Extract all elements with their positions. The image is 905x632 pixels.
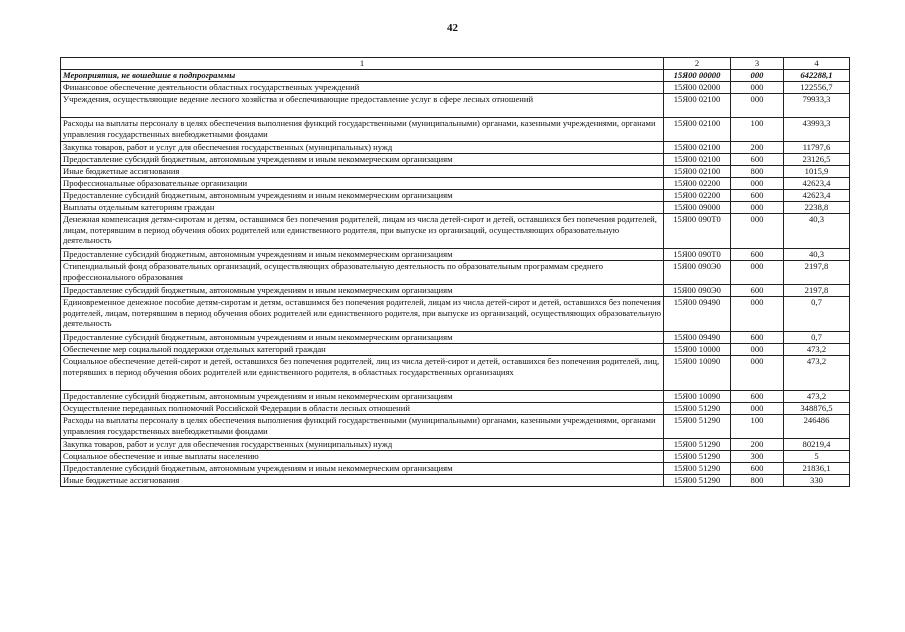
row-type-cell: 600 — [731, 332, 784, 344]
row-code-cell: 15Я00 10000 — [664, 344, 731, 356]
row-type-cell: 100 — [731, 415, 784, 439]
row-sum-cell: 40,3 — [784, 249, 850, 261]
table-row — [61, 356, 850, 391]
row-type-cell: 000 — [731, 344, 784, 356]
row-code-cell: 15Я00 51290 — [664, 415, 731, 439]
row-name-cell: Социальное обеспечение детей-сирот и детей, оставшихся без попечения родителей, лиц из числа детей-сирот и детей, оставшихся без попечения родителей, лиц, потерявших в период обучения обоих родителей или единственного родителя, в областных государственных организациях — [61, 356, 664, 391]
row-sum-cell: 348876,5 — [784, 403, 850, 415]
row-type-cell: 000 — [731, 403, 784, 415]
row-code-cell: 15Я00 10090 — [664, 356, 731, 391]
row-sum-cell: 642288,1 — [784, 70, 850, 82]
row-name-cell: Денежная компенсация детям-сиротам и детям, оставшимся без попечения родителей, лицам из числа детей-сирот и детей, оставшихся без попечения родителей, лицам, потерявшим в период обучения обоих родителей или единственного родителя, при выпуске из организаций, осуществляющих образовательную деятельность — [61, 214, 664, 249]
table-row — [61, 166, 850, 178]
header-cell-name: 1 — [61, 58, 664, 70]
row-name-cell: Предоставление субсидий бюджетным, автономным учреждениям и иным некоммерческим организациям — [61, 463, 664, 475]
row-type-cell: 000 — [731, 82, 784, 94]
table-row — [61, 439, 850, 451]
row-code-cell: 15Я00 09000 — [664, 202, 731, 214]
row-sum-cell: 330 — [784, 475, 850, 487]
row-name-cell: Социальное обеспечение и иные выплаты населению — [61, 451, 664, 463]
row-type-cell: 800 — [731, 475, 784, 487]
row-type-cell: 600 — [731, 463, 784, 475]
row-type-cell: 600 — [731, 190, 784, 202]
row-sum-cell: 21836,1 — [784, 463, 850, 475]
row-name-cell: Предоставление субсидий бюджетным, автономным учреждениям и иным некоммерческим организациям — [61, 391, 664, 403]
row-code-cell: 15Я00 51290 — [664, 451, 731, 463]
row-name-cell: Закупка товаров, работ и услуг для обеспечения государственных (муниципальных) нужд — [61, 439, 664, 451]
row-code-cell: 15Я00 090Т0 — [664, 249, 731, 261]
row-code-cell: 15Я00 02100 — [664, 118, 731, 142]
row-name-cell: Выплаты отдельным категориям граждан — [61, 202, 664, 214]
row-name-cell: Мероприятия, не вошедшие в подпрограммы — [61, 70, 664, 82]
table-row — [61, 451, 850, 463]
row-code-cell: 15Я00 09490 — [664, 297, 731, 332]
row-code-cell: 15Я00 02200 — [664, 190, 731, 202]
table-row — [61, 178, 850, 190]
row-type-cell: 000 — [731, 178, 784, 190]
row-name-cell: Осуществление переданных полномочий Российской Федерации в области лесных отношений — [61, 403, 664, 415]
table-row — [61, 142, 850, 154]
table-row — [61, 214, 850, 249]
row-sum-cell: 473,2 — [784, 391, 850, 403]
row-sum-cell: 11797,6 — [784, 142, 850, 154]
row-name-cell: Предоставление субсидий бюджетным, автономным учреждениям и иным некоммерческим организациям — [61, 285, 664, 297]
row-name-cell: Стипендиальный фонд образовательных организаций, осуществляющих образовательную деятельность по образовательным программам среднего профессионального образования — [61, 261, 664, 285]
row-code-cell: 15Я00 09490 — [664, 332, 731, 344]
row-type-cell: 600 — [731, 154, 784, 166]
table-row — [61, 202, 850, 214]
row-name-cell: Предоставление субсидий бюджетным, автономным учреждениям и иным некоммерческим организациям — [61, 332, 664, 344]
row-name-cell: Предоставление субсидий бюджетным, автономным учреждениям и иным некоммерческим организациям — [61, 190, 664, 202]
table-row — [61, 415, 850, 439]
table-row — [61, 70, 850, 82]
row-type-cell: 600 — [731, 285, 784, 297]
row-name-cell: Финансовое обеспечение деятельности областных государственных учреждений — [61, 82, 664, 94]
header-cell-code: 2 — [664, 58, 731, 70]
row-name-cell: Предоставление субсидий бюджетным, автономным учреждениям и иным некоммерческим организациям — [61, 249, 664, 261]
header-cell-sum: 4 — [784, 58, 850, 70]
header-row — [61, 58, 850, 70]
row-sum-cell: 0,7 — [784, 297, 850, 332]
row-sum-cell: 23126,5 — [784, 154, 850, 166]
table-row — [61, 297, 850, 332]
table-row — [61, 118, 850, 142]
row-sum-cell: 80219,4 — [784, 439, 850, 451]
row-sum-cell: 79933,3 — [784, 94, 850, 118]
row-name-cell: Расходы на выплаты персоналу в целях обеспечения выполнения функций государственными (муниципальными) органами, казенными учреждениями, органами управления государственных внебюджетными фондами — [61, 118, 664, 142]
row-code-cell: 15Я00 090Э0 — [664, 285, 731, 297]
row-name-cell: Иные бюджетные ассигнования — [61, 166, 664, 178]
table-row — [61, 261, 850, 285]
table-row — [61, 475, 850, 487]
row-code-cell: 15Я00 02100 — [664, 154, 731, 166]
row-name-cell: Расходы на выплаты персоналу в целях обеспечения выполнения функций государственными (муниципальными) органами, казенными учреждениями, органами управления государственных внебюджетными фондами — [61, 415, 664, 439]
row-type-cell: 600 — [731, 391, 784, 403]
row-name-cell: Обеспечение мер социальной поддержки отдельных категорий граждан — [61, 344, 664, 356]
row-code-cell: 15Я00 02000 — [664, 82, 731, 94]
row-sum-cell: 40,3 — [784, 214, 850, 249]
row-type-cell: 000 — [731, 261, 784, 285]
row-sum-cell: 42623,4 — [784, 190, 850, 202]
table-row — [61, 344, 850, 356]
table-row — [61, 391, 850, 403]
row-type-cell: 000 — [731, 297, 784, 332]
row-sum-cell: 246486 — [784, 415, 850, 439]
table-row — [61, 332, 850, 344]
row-type-cell: 600 — [731, 249, 784, 261]
row-sum-cell: 5 — [784, 451, 850, 463]
table-row — [61, 403, 850, 415]
row-type-cell: 000 — [731, 94, 784, 118]
row-sum-cell: 43993,3 — [784, 118, 850, 142]
row-name-cell: Единовременное денежное пособие детям-сиротам и детям, оставшимся без попечения родителей, лицам из числа детей-сирот и детей, оставшихся без попечения родителей, лицам, потерявшим в период обучения обоих родителей или единственного родителя, при выпуске из организаций, осуществляющих образовательную деятельность — [61, 297, 664, 332]
budget-table — [60, 57, 850, 487]
row-type-cell: 200 — [731, 439, 784, 451]
row-sum-cell: 2197,8 — [784, 285, 850, 297]
table-row — [61, 154, 850, 166]
row-sum-cell: 473,2 — [784, 356, 850, 391]
row-sum-cell: 1015,9 — [784, 166, 850, 178]
row-code-cell: 15Я00 02100 — [664, 94, 731, 118]
row-code-cell: 15Я00 00000 — [664, 70, 731, 82]
row-name-cell: Профессиональные образовательные организации — [61, 178, 664, 190]
row-type-cell: 000 — [731, 70, 784, 82]
header-cell-type: 3 — [731, 58, 784, 70]
row-code-cell: 15Я00 090Т0 — [664, 214, 731, 249]
row-type-cell: 300 — [731, 451, 784, 463]
table-row — [61, 94, 850, 118]
table-row — [61, 82, 850, 94]
row-code-cell: 15Я00 51290 — [664, 403, 731, 415]
table-row — [61, 463, 850, 475]
row-type-cell: 800 — [731, 166, 784, 178]
row-name-cell: Учреждения, осуществляющие ведение лесного хозяйства и обеспечивающие предоставление услуг в сфере лесных отношений — [61, 94, 664, 118]
row-name-cell: Закупка товаров, работ и услуг для обеспечения государственных (муниципальных) нужд — [61, 142, 664, 154]
row-type-cell: 100 — [731, 118, 784, 142]
row-code-cell: 15Я00 10090 — [664, 391, 731, 403]
table-row — [61, 285, 850, 297]
row-sum-cell: 42623,4 — [784, 178, 850, 190]
table-row — [61, 249, 850, 261]
row-code-cell: 15Я00 090Э0 — [664, 261, 731, 285]
row-code-cell: 15Я00 51290 — [664, 463, 731, 475]
row-type-cell: 000 — [731, 356, 784, 391]
row-code-cell: 15Я00 51290 — [664, 439, 731, 451]
table-row — [61, 190, 850, 202]
page-number: 42 — [447, 22, 458, 34]
row-type-cell: 200 — [731, 142, 784, 154]
row-sum-cell: 473,2 — [784, 344, 850, 356]
row-code-cell: 15Я00 02100 — [664, 142, 731, 154]
row-type-cell: 000 — [731, 202, 784, 214]
row-sum-cell: 2197,8 — [784, 261, 850, 285]
row-code-cell: 15Я00 51290 — [664, 475, 731, 487]
row-sum-cell: 2238,8 — [784, 202, 850, 214]
row-sum-cell: 0,7 — [784, 332, 850, 344]
row-name-cell: Предоставление субсидий бюджетным, автономным учреждениям и иным некоммерческим организациям — [61, 154, 664, 166]
row-sum-cell: 122556,7 — [784, 82, 850, 94]
row-name-cell: Иные бюджетные ассигнования — [61, 475, 664, 487]
row-type-cell: 000 — [731, 214, 784, 249]
row-code-cell: 15Я00 02100 — [664, 166, 731, 178]
row-code-cell: 15Я00 02200 — [664, 178, 731, 190]
